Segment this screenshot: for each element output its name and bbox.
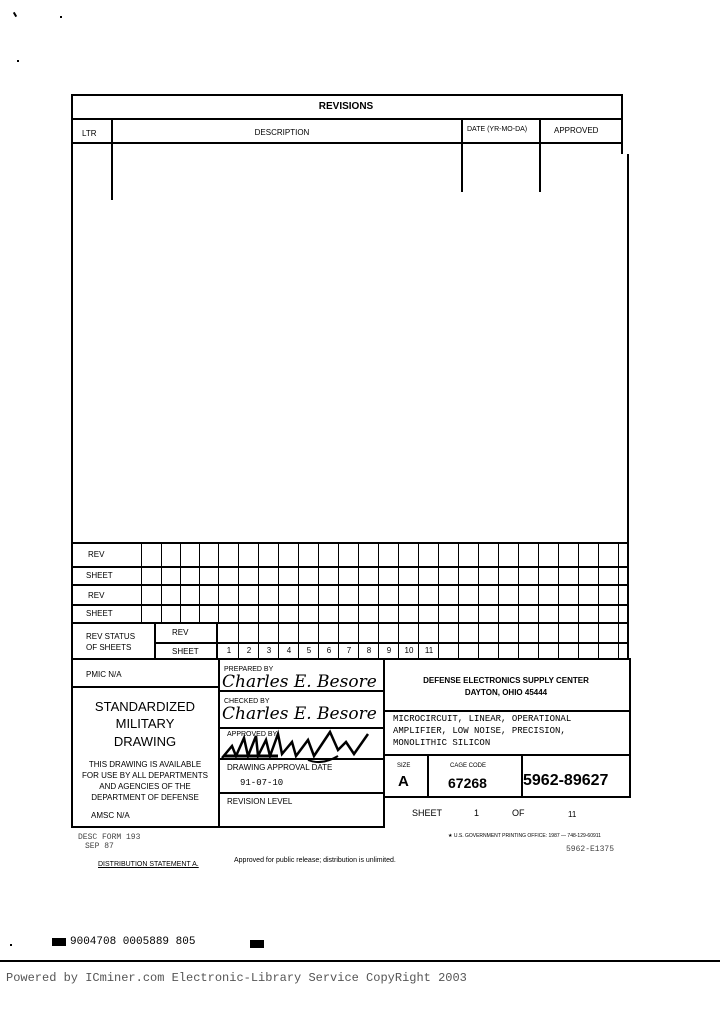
- size-label: SIZE: [397, 763, 411, 769]
- availability-line-4: DEPARTMENT OF DEFENSE: [91, 793, 199, 802]
- col-approved: APPROVED: [554, 126, 599, 135]
- sheet-number-cell: 6: [326, 646, 332, 655]
- standardized-title: STANDARDIZED: [94, 699, 196, 714]
- barcode-number: 9004708 0005889 805: [70, 936, 196, 948]
- grid-vline: [258, 542, 259, 622]
- sheet-number-cell: 1: [226, 646, 232, 655]
- grid-vline: [598, 622, 599, 658]
- sheet-number-cell: 3: [266, 646, 272, 655]
- grid-vline: [398, 542, 399, 622]
- grid-vline: [238, 622, 239, 658]
- sheet-label: SHEET: [412, 808, 443, 818]
- doc-code: 5962-E1375: [566, 845, 615, 854]
- rev-label-2: REV: [88, 591, 105, 600]
- desc-form-number: DESC FORM 193: [78, 833, 141, 842]
- size-value: A: [398, 773, 409, 790]
- rev-label-3: REV: [172, 628, 189, 637]
- cage-code-label: CAGE CODE: [450, 763, 487, 769]
- col-description: DESCRIPTION: [254, 128, 310, 137]
- checked-by-label: CHECKED BY: [224, 698, 270, 705]
- of-number: 11: [568, 810, 577, 819]
- drawing-title: DRAWING: [113, 734, 177, 749]
- grid-vline: [378, 622, 379, 658]
- pmic-label: PMIC N/A: [86, 670, 122, 679]
- grid-vline: [238, 542, 239, 622]
- approver-signature: [218, 726, 378, 768]
- scan-mark: [13, 12, 17, 17]
- amsc-label: AMSC N/A: [91, 811, 130, 820]
- grid-vline: [258, 622, 259, 658]
- grid-vline: [71, 542, 72, 622]
- revisions-title: REVISIONS: [318, 101, 374, 112]
- col-date: DATE (YR-MO-DA): [467, 126, 528, 133]
- desc-form-date: SEP 87: [85, 842, 114, 851]
- description-line-1: MICROCIRCUIT, LINEAR, OPERATIONAL: [393, 714, 572, 724]
- grid-vline: [498, 542, 499, 622]
- grid-vline: [298, 622, 299, 658]
- grid-vline: [418, 622, 419, 658]
- scan-mark: [10, 944, 12, 946]
- prepared-by-label: PREPARED BY: [224, 666, 274, 673]
- description-line-3: MONOLITHIC SILICON: [393, 738, 491, 748]
- grid-vline: [578, 542, 579, 622]
- grid-vline: [338, 542, 339, 622]
- revision-level-label: REVISION LEVEL: [227, 797, 293, 806]
- scan-mark: [60, 16, 62, 18]
- grid-vline: [318, 542, 319, 622]
- barcode-block-right: [250, 940, 264, 948]
- grid-vline: [498, 622, 499, 658]
- checked-signature: Charles E. Besore: [222, 704, 377, 724]
- approved-by-label: APPROVED BY: [227, 731, 278, 738]
- grid-vline: [161, 542, 162, 622]
- of-sheets-label: OF SHEETS: [86, 643, 132, 652]
- grid-vline: [558, 622, 559, 658]
- grid-vline: [618, 622, 619, 658]
- grid-vline: [318, 622, 319, 658]
- availability-line-1: THIS DRAWING IS AVAILABLE: [88, 760, 202, 769]
- grid-vline: [478, 542, 479, 622]
- sheet-number-cell: 9: [386, 646, 392, 655]
- powered-by-line: Powered by ICminer.com Electronic-Library Service CopyRight 2003: [6, 971, 467, 985]
- grid-vline: [358, 622, 359, 658]
- grid-vline: [518, 622, 519, 658]
- rev-status-label: REV STATUS: [86, 632, 136, 641]
- drawing-number: 5962-89627: [523, 772, 609, 789]
- grid-vline: [218, 542, 219, 622]
- availability-line-3: AND AGENCIES OF THE: [99, 782, 191, 791]
- grid-vline: [338, 622, 339, 658]
- sheet-label-3: SHEET: [172, 647, 199, 656]
- agency-address: DAYTON, OHIO 45444: [464, 688, 548, 697]
- military-title: MILITARY: [115, 716, 175, 731]
- grid-vline: [558, 542, 559, 622]
- distribution-label: DISTRIBUTION STATEMENT A.: [98, 861, 199, 868]
- sheet-label-1: SHEET: [86, 571, 113, 580]
- grid-vline: [418, 542, 419, 622]
- scan-mark: [17, 60, 19, 62]
- grid-vline: [298, 542, 299, 622]
- grid-vline: [278, 542, 279, 622]
- of-label: OF: [512, 808, 525, 818]
- prepared-signature: Charles E. Besore: [222, 672, 377, 692]
- grid-vline: [538, 622, 539, 658]
- availability-line-2: FOR USE BY ALL DEPARTMENTS: [82, 771, 208, 780]
- grid-vline: [438, 542, 439, 622]
- sheet-number-cell: 11: [424, 646, 434, 655]
- grid-vline: [398, 622, 399, 658]
- grid-vline: [278, 622, 279, 658]
- description-line-2: AMPLIFIER, LOW NOISE, PRECISION,: [393, 726, 566, 736]
- grid-vline: [199, 542, 200, 622]
- distribution-text: Approved for public release; distribution is unlimited.: [234, 857, 396, 864]
- cage-code-value: 67268: [448, 775, 487, 791]
- grid-vline: [578, 622, 579, 658]
- approval-date: 91-07-10: [240, 778, 284, 788]
- grid-vline: [180, 542, 181, 622]
- sheet-number-cell: 2: [246, 646, 252, 655]
- sheet-number-cell: 7: [346, 646, 352, 655]
- grid-vline: [438, 622, 439, 658]
- sheet-number-cell: 10: [404, 646, 414, 655]
- rev-label-1: REV: [88, 550, 105, 559]
- sheet-label-2: SHEET: [86, 609, 113, 618]
- sheet-number-cell: 5: [306, 646, 312, 655]
- sheet-number: 1: [474, 808, 480, 818]
- grid-vline: [378, 542, 379, 622]
- grid-vline: [627, 542, 628, 622]
- sheet-number-cell: 4: [286, 646, 292, 655]
- grid-vline: [598, 542, 599, 622]
- grid-vline: [141, 542, 142, 622]
- approval-date-label: DRAWING APPROVAL DATE: [227, 763, 333, 772]
- grid-vline: [358, 542, 359, 622]
- gpo-line: ★ U.S. GOVERNMENT PRINTING OFFICE: 1987 — 748-129-60911: [448, 833, 601, 839]
- grid-vline: [618, 542, 619, 622]
- col-ltr: LTR: [82, 129, 97, 138]
- agency-name: DEFENSE ELECTRONICS SUPPLY CENTER: [423, 676, 589, 685]
- sheet-number-cell: 8: [366, 646, 372, 655]
- grid-vline: [518, 542, 519, 622]
- grid-vline: [478, 622, 479, 658]
- grid-vline: [458, 622, 459, 658]
- grid-vline: [458, 542, 459, 622]
- barcode-block-left: [52, 938, 66, 946]
- grid-vline: [538, 542, 539, 622]
